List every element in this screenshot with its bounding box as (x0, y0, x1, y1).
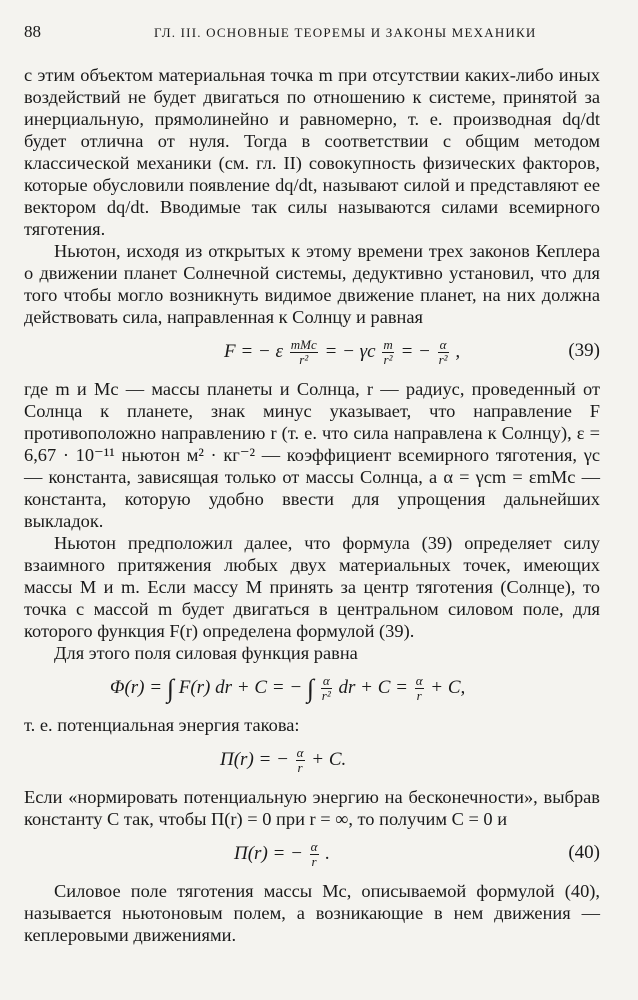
integral-sign: ∫ (166, 673, 174, 703)
formula-39 (24, 328, 600, 378)
formula-39-fraction-1 (290, 338, 318, 367)
formula-40-tail: . (325, 842, 330, 864)
equation-number-40: (40) (568, 842, 600, 863)
paragraph-8: Силовое поле тяготения массы Mс, описываемой формулой (40), называется ньютоновым полем, а возникающие в нем движения — кеплеровыми движениями. (24, 881, 600, 945)
fraction-numerator: α (415, 673, 423, 688)
running-head: ГЛ. III. ОСНОВНЫЕ ТЕОРЕМЫ И ЗАКОНЫ МЕХАНИКИ (154, 25, 537, 40)
fraction-numerator: α (321, 674, 332, 689)
paragraph-5: Для этого поля силовая функция равна (54, 643, 358, 663)
paragraph-3: где m и Mс — массы планеты и Солнца, r — радиус, проведенный от Солнца к планете, знак минус указывает, что направление F противоположно направлению r (т. е. что сила направлена к Солнцу), ε = 6,67 · 10⁻¹¹ ньютон м² · кг⁻² — коэффициент всемирного тяготения, γс — константа, зависящая только от массы Солнца, а α = γсm = εmMс — константа, которую удобно ввести для упрощения дальнейших выкладок. (24, 379, 600, 531)
formula-40-fraction (310, 840, 319, 869)
formula-39-lhs: F = − ε (224, 340, 283, 362)
paragraph-2: Ньютон, исходя из открытых к этому времени трех законов Кеплера о движении планет Солнечной системы, дедуктивно установил, что для того чтобы могло возникнуть видимое движение планет, на них должна действовать сила, направленная к Солнцу и равная (24, 241, 600, 327)
page-number: 88 (24, 22, 41, 41)
formula-phi-expression (110, 674, 465, 703)
fraction-numerator: mMс (290, 337, 317, 352)
paragraph-6: т. е. потенциальная энергия такова: (24, 715, 300, 735)
formula-pi-fraction (296, 746, 305, 775)
formula-40 (24, 830, 600, 880)
formula-phi-lhs: Φ(r) = (110, 676, 163, 698)
paragraph-1: с этим объектом материальная точка m при отсутствии каких-либо иных воздействий не будет двигаться по отношению к системе, принятой за инерциальную, прямолинейно и равномерно, т. е. производная dq/dt будет отлична от нуля. Тогда в соответствии с общим методом классической механики (см. гл. II) совокупность физических факторов, которые обусловили появление dq/dt, называют силой и представляют ее вектором dq/dt. Вводимые так силы называются силами всемирного тяготения. (24, 65, 600, 239)
integral-sign: ∫ (306, 673, 315, 703)
formula-39-middle: = − γс (324, 340, 376, 362)
fraction-numerator: α (438, 338, 449, 353)
equation-number-39: (39) (568, 340, 600, 361)
paragraph-7: Если «нормировать потенциальную энергию на бесконечности», выбрав константу C так, чтобы Π(r) = 0 при r = ∞, то получим C = 0 и (24, 787, 600, 829)
formula-39-middle-2: = − (400, 340, 431, 362)
paragraph-4: Ньютон предположил далее, что формула (39) определяет силу взаимного притяжения любых двух материальных точек, имеющих массы M и m. Если массу M принять за центр тяготения (Солнце), то точка с массой m будет двигаться в центральном силовом поле, для которого функция F(r) определена формулой (39). (24, 533, 600, 641)
fraction-denominator: r² (383, 352, 393, 367)
formula-39-tail: , (455, 340, 461, 362)
fraction-denominator: r² (438, 352, 448, 367)
fraction-denominator: r (416, 688, 422, 703)
formula-39-expression (224, 338, 460, 367)
fraction-denominator: r² (299, 352, 309, 367)
fraction-numerator: α (310, 839, 318, 854)
fraction-denominator: r (297, 760, 303, 775)
formula-pi-tail: + C. (311, 748, 347, 770)
formula-phi-tail: + C, (430, 676, 466, 698)
formula-40-expression (234, 840, 330, 869)
formula-potential-energy (24, 736, 600, 786)
formula-phi-fraction-1 (321, 674, 332, 703)
formula-phi-part-2: dr + C = (338, 676, 408, 698)
fraction-denominator: r² (321, 688, 331, 703)
formula-phi-part-1: F(r) dr + C = − (178, 676, 303, 698)
fraction-denominator: r (311, 854, 317, 869)
fraction-numerator: α (296, 745, 304, 760)
formula-potential-function (24, 664, 600, 714)
formula-pi-lhs: Π(r) = − (220, 748, 289, 770)
body-text (24, 64, 600, 946)
formula-phi-fraction-2 (415, 674, 424, 703)
formula-pi-expression (220, 746, 346, 775)
formula-39-fraction-2 (382, 338, 393, 367)
fraction-numerator: m (383, 337, 393, 352)
formula-40-lhs: Π(r) = − (234, 842, 303, 864)
formula-39-fraction-3 (438, 338, 449, 367)
page-header (24, 22, 614, 46)
